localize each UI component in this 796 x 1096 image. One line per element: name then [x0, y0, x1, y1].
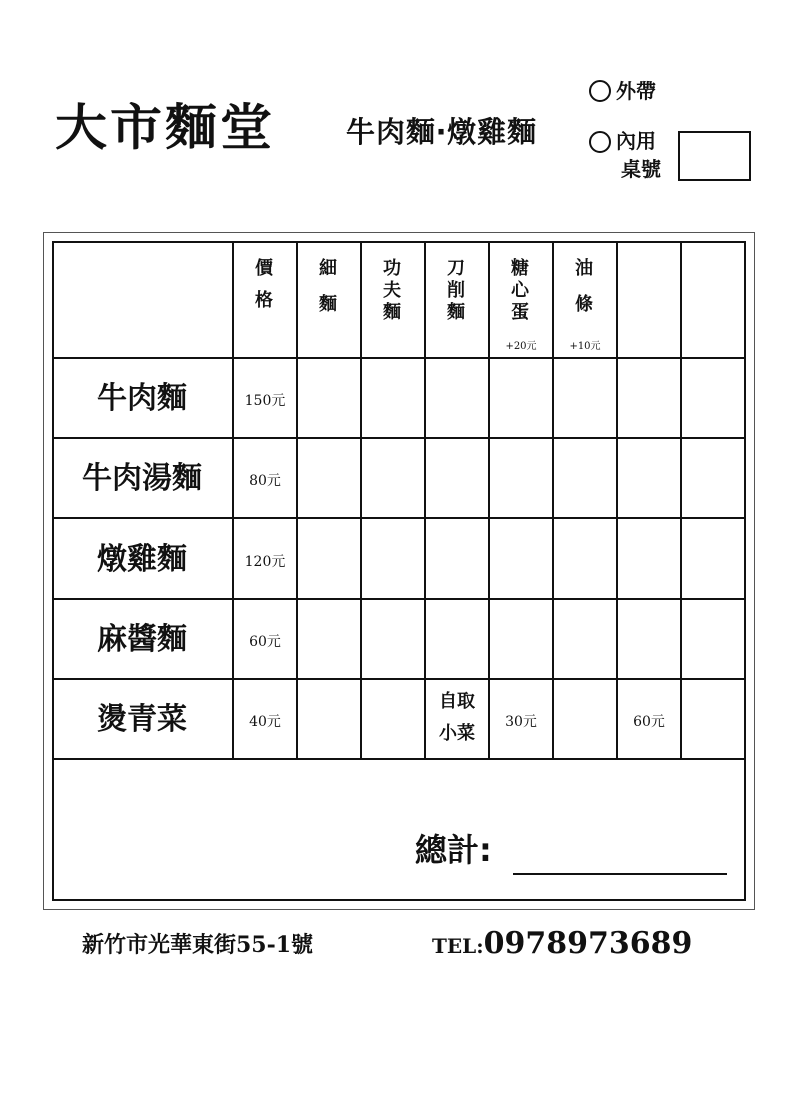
- brand-subtitle: 牛肉麵‧燉雞麵: [346, 115, 538, 149]
- takeout-radio[interactable]: [589, 80, 611, 102]
- order-cell[interactable]: [554, 519, 616, 598]
- order-cell[interactable]: [362, 519, 424, 598]
- price-beef-soup-noodle: 80元: [249, 473, 281, 489]
- order-cell[interactable]: [426, 519, 488, 598]
- order-cell[interactable]: [490, 519, 552, 598]
- row-header-beef-soup-noodle: 牛肉湯麵: [82, 461, 202, 496]
- col-header-thin-noodle: 細 麵: [319, 258, 337, 315]
- col-header-price: 價 格: [255, 258, 273, 311]
- order-cell[interactable]: [682, 359, 744, 437]
- tel-label: TEL:: [432, 934, 484, 958]
- price-blanched-greens: 40元: [249, 714, 281, 730]
- table-number-label: 桌號: [621, 157, 661, 181]
- tel-number: 0978973689: [483, 926, 693, 961]
- grid-line: [232, 241, 234, 760]
- order-cell[interactable]: [490, 359, 552, 437]
- col-header-soft-egg: 糖 心 蛋: [511, 258, 529, 323]
- order-cell[interactable]: [618, 359, 680, 437]
- row-header-blanched-greens: 燙青菜: [97, 702, 187, 737]
- order-cell[interactable]: [426, 600, 488, 678]
- order-cell[interactable]: [298, 439, 360, 517]
- total-field[interactable]: [513, 873, 727, 875]
- order-cell[interactable]: [682, 600, 744, 678]
- order-cell[interactable]: [298, 519, 360, 598]
- side-dish-price-a: 30元: [505, 714, 537, 730]
- order-cell[interactable]: [554, 600, 616, 678]
- col-header-knife-cut-noodle: 刀 削 麵: [447, 258, 465, 323]
- col-header-kungfu-noodle: 功 夫 麵: [383, 258, 401, 323]
- order-cell[interactable]: [618, 439, 680, 517]
- order-cell[interactable]: [362, 680, 424, 758]
- order-cell[interactable]: [554, 680, 616, 758]
- total-label: 總計:: [415, 831, 492, 869]
- order-cell[interactable]: [490, 439, 552, 517]
- order-cell[interactable]: [298, 680, 360, 758]
- order-cell[interactable]: [682, 439, 744, 517]
- order-cell[interactable]: [490, 600, 552, 678]
- price-sesame-noodle: 60元: [249, 634, 281, 650]
- order-cell[interactable]: [362, 439, 424, 517]
- price-beef-noodle: 150元: [244, 393, 286, 409]
- order-cell[interactable]: [618, 519, 680, 598]
- order-cell[interactable]: [618, 600, 680, 678]
- row-header-beef-noodle: 牛肉麵: [97, 381, 187, 416]
- order-cell[interactable]: [426, 359, 488, 437]
- row-header-sesame-noodle: 麻醬麵: [97, 622, 187, 657]
- price-stewed-chicken-noodle: 120元: [244, 554, 286, 570]
- row-header-stewed-chicken-noodle: 燉雞麵: [97, 542, 187, 577]
- col-header-fried-dough: 油 條: [575, 258, 593, 315]
- order-cell[interactable]: [682, 680, 744, 758]
- order-cell[interactable]: [554, 359, 616, 437]
- order-cell[interactable]: [362, 600, 424, 678]
- side-dish-label: 自取 小菜: [439, 691, 475, 744]
- col-extra-fried-dough: +10元: [569, 341, 601, 352]
- table-number-field[interactable]: [678, 131, 751, 181]
- order-cell[interactable]: [682, 519, 744, 598]
- dine-in-label: 內用: [616, 129, 656, 153]
- order-cell[interactable]: [426, 439, 488, 517]
- brand-title: 大市麵堂: [55, 99, 276, 157]
- store-address: 新竹市光華東街55-1號: [82, 932, 314, 958]
- side-dish-price-b: 60元: [633, 714, 665, 730]
- order-cell[interactable]: [362, 359, 424, 437]
- takeout-label: 外帶: [616, 79, 656, 103]
- dine-in-radio[interactable]: [589, 131, 611, 153]
- store-phone: [432, 926, 692, 964]
- order-cell[interactable]: [298, 600, 360, 678]
- order-cell[interactable]: [554, 439, 616, 517]
- col-extra-soft-egg: +20元: [505, 341, 537, 352]
- order-cell[interactable]: [298, 359, 360, 437]
- grid-line: [52, 758, 746, 760]
